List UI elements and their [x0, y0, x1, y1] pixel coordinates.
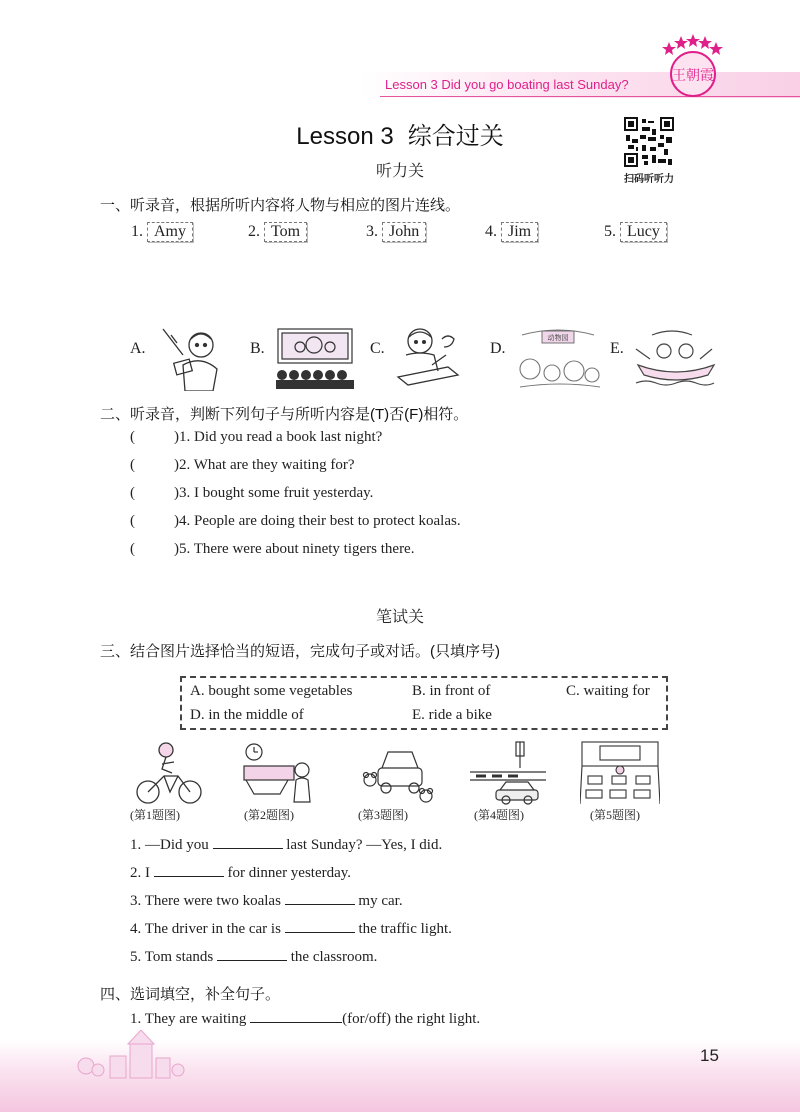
options-box — [180, 676, 668, 730]
zoo-sign: 动物园 — [547, 334, 569, 342]
section-writing: 笔试关 — [375, 609, 424, 626]
name-box: John — [382, 222, 426, 242]
running-title: Lesson 3 Did you go boating last Sunday? — [385, 77, 629, 92]
fill-sentence: 5. Tom stands the classroom. — [130, 946, 377, 966]
boy-reading-picture — [153, 325, 225, 391]
option-a: A. bought some vegetables — [190, 683, 353, 699]
fill-sentence: 1. —Did you last Sunday? —Yes, I did. — [130, 834, 442, 854]
picture-label: E. — [610, 340, 624, 357]
figure-caption: (第3题图) — [358, 808, 408, 822]
picture-label: B. — [250, 340, 265, 357]
brand-logo — [655, 30, 725, 100]
picture-label: C. — [370, 340, 385, 357]
tf-item: ( )3. I bought some fruit yesterday. — [130, 485, 374, 501]
answer-paren[interactable]: ( — [130, 541, 135, 557]
part1-heading: 一、听录音，根据所听内容将人物与相应的图片连线。 — [100, 197, 461, 214]
part4-heading: 四、选词填空，补全句子。 — [100, 986, 281, 1003]
figure-caption: (第1题图) — [130, 808, 180, 822]
classroom-figure — [580, 740, 660, 806]
boating-picture — [632, 325, 716, 391]
name-box: Lucy — [620, 222, 667, 242]
name-item: 5. Lucy — [604, 222, 667, 242]
part3-heading: 三、结合图片选择恰当的短语，完成句子或对话。(只填序号) — [100, 643, 500, 660]
figure-caption: (第2题图) — [244, 808, 294, 822]
answer-paren[interactable]: ( — [130, 457, 135, 473]
picture-label: D. — [490, 340, 506, 357]
tf-item: ( )5. There were about ninety tigers there. — [130, 541, 415, 557]
page-number: 15 — [700, 1046, 719, 1065]
option-e: E. ride a bike — [412, 707, 492, 723]
castle-decoration — [70, 1030, 190, 1080]
bike-figure — [134, 740, 204, 806]
name-item: 2. Tom — [248, 222, 307, 242]
answer-paren[interactable]: ( — [130, 485, 135, 501]
answer-blank[interactable] — [285, 918, 355, 933]
answer-blank[interactable] — [250, 1008, 342, 1023]
name-item: 1. Amy — [131, 222, 193, 242]
answer-blank[interactable] — [213, 834, 283, 849]
zoo-picture — [512, 325, 604, 391]
qr-code-icon[interactable] — [624, 117, 674, 167]
qr-caption: 扫码听听力 — [624, 174, 674, 185]
option-d: D. in the middle of — [190, 707, 304, 723]
answer-blank[interactable] — [154, 862, 224, 877]
title-label: 综合过关 — [407, 123, 504, 150]
fill-sentence: 3. There were two koalas my car. — [130, 890, 403, 910]
answer-blank[interactable] — [285, 890, 355, 905]
tf-item: ( )4. People are doing their best to protect koalas. — [130, 513, 461, 529]
option-c: C. waiting for — [566, 683, 650, 699]
traffic-light-figure — [466, 740, 550, 806]
answer-paren[interactable]: ( — [130, 513, 135, 529]
shopping-figure — [240, 740, 318, 806]
part2-heading: 二、听录音，判断下列句子与所听内容是(T)否(F)相符。 — [100, 406, 469, 423]
cinema-picture — [272, 325, 358, 391]
page-title — [0, 116, 800, 151]
header-rule — [380, 96, 800, 97]
name-box: Tom — [264, 222, 307, 242]
option-b: B. in front of — [412, 683, 491, 699]
fill-sentence: 4. The driver in the car is the traffic light. — [130, 918, 452, 938]
name-item: 4. Jim — [485, 222, 538, 242]
answer-blank[interactable] — [217, 946, 287, 961]
answer-paren[interactable]: ( — [130, 429, 135, 445]
picture-label: A. — [130, 340, 146, 357]
name-box: Amy — [147, 222, 193, 242]
section-listening: 听力关 — [375, 163, 424, 180]
car-koalas-figure — [360, 740, 434, 806]
tf-item: ( )2. What are they waiting for? — [130, 457, 355, 473]
fill-sentence: 1. They are waiting (for/off) the right light. — [130, 1008, 480, 1028]
name-item: 3. John — [366, 222, 426, 242]
lesson-label: Lesson 3 — [296, 123, 394, 150]
figure-caption: (第5题图) — [590, 808, 640, 822]
fill-sentence: 2. I for dinner yesterday. — [130, 862, 351, 882]
name-box: Jim — [501, 222, 538, 242]
tf-item: ( )1. Did you read a book last night? — [130, 429, 383, 445]
figure-caption: (第4题图) — [474, 808, 524, 822]
boy-writing-picture — [392, 325, 464, 391]
logo-text: 王朝霞 — [672, 68, 714, 84]
